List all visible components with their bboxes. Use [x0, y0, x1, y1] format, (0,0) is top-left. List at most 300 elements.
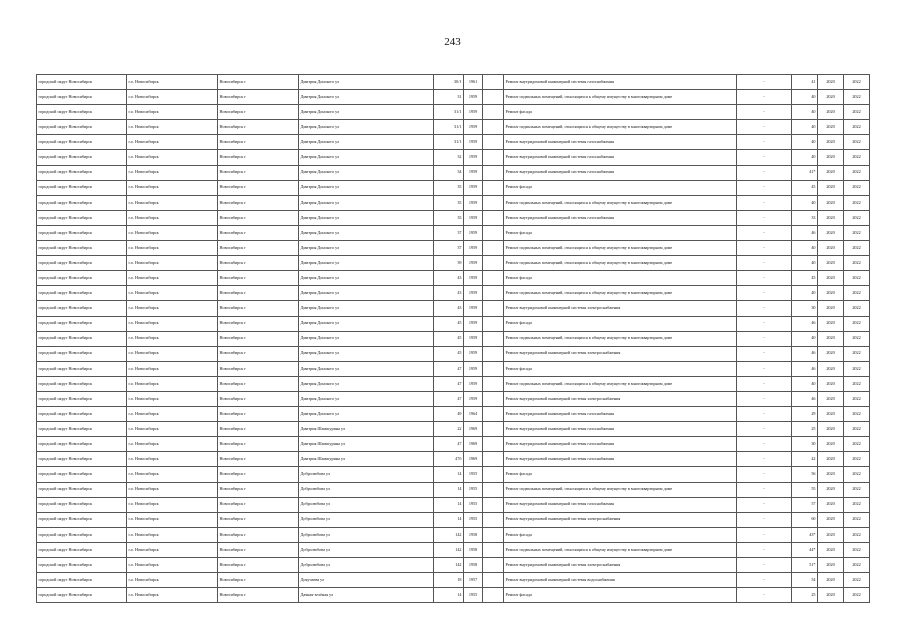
- cell-district: г.о. Новосибирск: [127, 256, 218, 271]
- cell-street: Добролюбова ул: [299, 482, 434, 497]
- cell-house: 45: [434, 316, 464, 331]
- cell-plan-start: 2020: [818, 437, 844, 452]
- cell-city: Новосибирск г: [218, 316, 299, 331]
- cell-street: Дмитрия Донского ул: [299, 75, 434, 90]
- cell-plan-start: 2020: [818, 286, 844, 301]
- cell-house: 32: [434, 150, 464, 165]
- cell-work-type: Ремонт внутридомовой инженерной системы газоснабжения: [504, 497, 737, 512]
- cell-cost: -: [737, 573, 792, 588]
- table-row: [37, 331, 870, 346]
- table-row: [37, 452, 870, 467]
- cell-cost-per-unit: 40: [792, 120, 818, 135]
- cell-cost-per-unit: 41*: [792, 165, 818, 180]
- cell-work-type: Ремонт фасада: [504, 361, 737, 376]
- cell-plan-end: 2022: [844, 391, 870, 406]
- cell-empty: [483, 422, 504, 437]
- cell-municipality: городской округ Новосибирск: [37, 316, 127, 331]
- cell-city: Новосибирск г: [218, 512, 299, 527]
- cell-cost: -: [737, 75, 792, 90]
- cell-street: Добролюбова ул: [299, 497, 434, 512]
- table-row: [37, 376, 870, 391]
- table-row: [37, 573, 870, 588]
- cell-year: 1959: [464, 316, 483, 331]
- cell-district: г.о. Новосибирск: [127, 271, 218, 286]
- cell-house: 47: [434, 361, 464, 376]
- table-row: [37, 391, 870, 406]
- cell-city: Новосибирск г: [218, 527, 299, 542]
- cell-plan-start: 2020: [818, 120, 844, 135]
- cell-plan-start: 2020: [818, 558, 844, 573]
- cell-work-type: Ремонт внутридомовой инженерной системы водоснабжения: [504, 573, 737, 588]
- cell-plan-end: 2022: [844, 180, 870, 195]
- cell-empty: [483, 497, 504, 512]
- table-row: [37, 482, 870, 497]
- cell-street: Дмитрия Донского ул: [299, 225, 434, 240]
- cell-year: 1958: [464, 542, 483, 557]
- cell-work-type: Ремонт фасада: [504, 180, 737, 195]
- cell-house: 47: [434, 437, 464, 452]
- cell-plan-end: 2022: [844, 135, 870, 150]
- cell-city: Новосибирск г: [218, 588, 299, 603]
- cell-house: 43: [434, 286, 464, 301]
- cell-municipality: городской округ Новосибирск: [37, 195, 127, 210]
- cell-municipality: городской округ Новосибирск: [37, 558, 127, 573]
- cell-plan-start: 2020: [818, 452, 844, 467]
- table-row: [37, 105, 870, 120]
- cell-street: Добролюбова ул: [299, 512, 434, 527]
- cell-house: 22: [434, 422, 464, 437]
- cell-municipality: городской округ Новосибирск: [37, 165, 127, 180]
- cell-plan-start: 2020: [818, 256, 844, 271]
- cell-year: 1959: [464, 135, 483, 150]
- table-row: [37, 407, 870, 422]
- cell-year: 1955: [464, 467, 483, 482]
- cell-street: Дмитрия Донского ул: [299, 150, 434, 165]
- cell-city: Новосибирск г: [218, 437, 299, 452]
- cell-plan-start: 2020: [818, 376, 844, 391]
- cell-plan-start: 2020: [818, 422, 844, 437]
- cell-city: Новосибирск г: [218, 497, 299, 512]
- table-row: [37, 346, 870, 361]
- cell-work-type: Ремонт фасада: [504, 467, 737, 482]
- cell-plan-end: 2022: [844, 286, 870, 301]
- table-row: [37, 271, 870, 286]
- cell-city: Новосибирск г: [218, 573, 299, 588]
- cell-year: 1959: [464, 331, 483, 346]
- cell-cost-per-unit: 30: [792, 301, 818, 316]
- cell-empty: [483, 527, 504, 542]
- table-row: [37, 135, 870, 150]
- cell-house: 14: [434, 512, 464, 527]
- cell-empty: [483, 256, 504, 271]
- cell-cost-per-unit: 25: [792, 588, 818, 603]
- table-row: [37, 467, 870, 482]
- cell-street: Дмитрия Донского ул: [299, 180, 434, 195]
- cell-year: 1959: [464, 346, 483, 361]
- cell-cost-per-unit: 40: [792, 376, 818, 391]
- cell-street: Добролюбова ул: [299, 558, 434, 573]
- cell-plan-start: 2020: [818, 391, 844, 406]
- cell-empty: [483, 75, 504, 90]
- cell-work-type: Ремонт внутридомовой инженерной системы газоснабжения: [504, 422, 737, 437]
- cell-city: Новосибирск г: [218, 195, 299, 210]
- cell-work-type: Ремонт внутридомовой инженерной системы электроснабжения: [504, 301, 737, 316]
- cell-work-type: Ремонт подвальных помещений, относящихся к общему имуществу в многоквартирном доме: [504, 256, 737, 271]
- cell-cost: -: [737, 376, 792, 391]
- cell-plan-start: 2020: [818, 407, 844, 422]
- cell-empty: [483, 542, 504, 557]
- cell-cost: -: [737, 497, 792, 512]
- cell-year: 1969: [464, 422, 483, 437]
- cell-city: Новосибирск г: [218, 150, 299, 165]
- cell-empty: [483, 180, 504, 195]
- cell-plan-end: 2022: [844, 376, 870, 391]
- cell-city: Новосибирск г: [218, 452, 299, 467]
- cell-cost: -: [737, 558, 792, 573]
- table-row: [37, 241, 870, 256]
- cell-work-type: Ремонт фасада: [504, 271, 737, 286]
- cell-plan-start: 2020: [818, 210, 844, 225]
- cell-district: г.о. Новосибирск: [127, 407, 218, 422]
- cell-cost: -: [737, 512, 792, 527]
- cell-cost: -: [737, 437, 792, 452]
- cell-cost-per-unit: 25: [792, 422, 818, 437]
- cell-street: Дмитрия Донского ул: [299, 165, 434, 180]
- cell-municipality: городской округ Новосибирск: [37, 105, 127, 120]
- cell-cost: -: [737, 467, 792, 482]
- cell-year: 1959: [464, 150, 483, 165]
- cell-work-type: Ремонт внутридомовой инженерной системы электроснабжения: [504, 558, 737, 573]
- cell-cost: -: [737, 165, 792, 180]
- cell-municipality: городской округ Новосибирск: [37, 331, 127, 346]
- cell-cost: -: [737, 331, 792, 346]
- cell-city: Новосибирск г: [218, 180, 299, 195]
- cell-district: г.о. Новосибирск: [127, 331, 218, 346]
- cell-house: 39: [434, 256, 464, 271]
- cell-municipality: городской округ Новосибирск: [37, 527, 127, 542]
- cell-cost-per-unit: 33: [792, 210, 818, 225]
- cell-municipality: городской округ Новосибирск: [37, 225, 127, 240]
- cell-year: 1959: [464, 105, 483, 120]
- cell-cost-per-unit: 44*: [792, 542, 818, 557]
- cell-year: 1955: [464, 497, 483, 512]
- cell-district: г.о. Новосибирск: [127, 286, 218, 301]
- cell-cost: -: [737, 346, 792, 361]
- cell-plan-start: 2020: [818, 301, 844, 316]
- cell-street: Дмитрия Донского ул: [299, 210, 434, 225]
- cell-city: Новосибирск г: [218, 346, 299, 361]
- cell-municipality: городской округ Новосибирск: [37, 241, 127, 256]
- cell-cost: -: [737, 90, 792, 105]
- cell-cost: -: [737, 210, 792, 225]
- cell-city: Новосибирск г: [218, 75, 299, 90]
- cell-work-type: Ремонт подвальных помещений, относящихся к общему имуществу в многоквартирном доме: [504, 120, 737, 135]
- cell-cost-per-unit: 40: [792, 241, 818, 256]
- cell-cost: -: [737, 150, 792, 165]
- cell-house: 14: [434, 467, 464, 482]
- cell-cost: -: [737, 391, 792, 406]
- cell-house: 43: [434, 301, 464, 316]
- cell-city: Новосибирск г: [218, 407, 299, 422]
- cell-district: г.о. Новосибирск: [127, 75, 218, 90]
- cell-work-type: Ремонт подвальных помещений, относящихся к общему имуществу в многоквартирном доме: [504, 542, 737, 557]
- cell-district: г.о. Новосибирск: [127, 316, 218, 331]
- cell-cost: -: [737, 316, 792, 331]
- cell-cost: -: [737, 286, 792, 301]
- cell-work-type: Ремонт фасада: [504, 527, 737, 542]
- cell-plan-end: 2022: [844, 437, 870, 452]
- cell-empty: [483, 452, 504, 467]
- cell-house: 31: [434, 90, 464, 105]
- cell-plan-end: 2022: [844, 558, 870, 573]
- cell-work-type: Ремонт подвальных помещений, относящихся к общему имуществу в многоквартирном доме: [504, 286, 737, 301]
- table-row: [37, 512, 870, 527]
- cell-street: Дмитрия Донского ул: [299, 271, 434, 286]
- cell-city: Новосибирск г: [218, 482, 299, 497]
- cell-street: Дмитрия Донского ул: [299, 256, 434, 271]
- cell-cost-per-unit: 40: [792, 135, 818, 150]
- cell-street: Дмитрия Донского ул: [299, 120, 434, 135]
- cell-plan-end: 2022: [844, 195, 870, 210]
- cell-plan-start: 2020: [818, 542, 844, 557]
- cell-work-type: Ремонт подвальных помещений, относящихся к общему имуществу в многоквартирном доме: [504, 331, 737, 346]
- cell-year: 1959: [464, 361, 483, 376]
- cell-municipality: городской округ Новосибирск: [37, 120, 127, 135]
- cell-cost-per-unit: 40: [792, 90, 818, 105]
- cell-municipality: городской округ Новосибирск: [37, 256, 127, 271]
- cell-house: 37: [434, 225, 464, 240]
- cell-municipality: городской округ Новосибирск: [37, 271, 127, 286]
- cell-plan-end: 2022: [844, 512, 870, 527]
- cell-plan-start: 2020: [818, 527, 844, 542]
- cell-work-type: Ремонт внутридомовой инженерной системы газоснабжения: [504, 437, 737, 452]
- cell-district: г.о. Новосибирск: [127, 120, 218, 135]
- cell-work-type: Ремонт фасада: [504, 105, 737, 120]
- cell-empty: [483, 316, 504, 331]
- cell-empty: [483, 241, 504, 256]
- cell-plan-end: 2022: [844, 346, 870, 361]
- cell-cost: -: [737, 422, 792, 437]
- cell-plan-end: 2022: [844, 225, 870, 240]
- cell-empty: [483, 331, 504, 346]
- cell-cost: -: [737, 482, 792, 497]
- cell-work-type: Ремонт внутридомовой инженерной системы газоснабжения: [504, 135, 737, 150]
- cell-city: Новосибирск г: [218, 542, 299, 557]
- cell-street: Добролюбова ул: [299, 527, 434, 542]
- table-row: [37, 361, 870, 376]
- cell-municipality: городской округ Новосибирск: [37, 482, 127, 497]
- cell-street: Дмитрия Донского ул: [299, 361, 434, 376]
- cell-city: Новосибирск г: [218, 376, 299, 391]
- cell-district: г.о. Новосибирск: [127, 467, 218, 482]
- cell-house: 34: [434, 165, 464, 180]
- cell-work-type: Ремонт фасада: [504, 316, 737, 331]
- cell-plan-end: 2022: [844, 75, 870, 90]
- cell-city: Новосибирск г: [218, 422, 299, 437]
- table-row: [37, 256, 870, 271]
- cell-street: Дмитрия Донского ул: [299, 376, 434, 391]
- cell-house: 45: [434, 331, 464, 346]
- cell-cost: -: [737, 256, 792, 271]
- cell-cost: -: [737, 120, 792, 135]
- cell-work-type: Ремонт внутридомовой инженерной системы газоснабжения: [504, 165, 737, 180]
- cell-district: г.о. Новосибирск: [127, 361, 218, 376]
- cell-plan-end: 2022: [844, 573, 870, 588]
- cell-house: 31/1: [434, 105, 464, 120]
- cell-municipality: городской округ Новосибирск: [37, 135, 127, 150]
- table-row: [37, 422, 870, 437]
- cell-district: г.о. Новосибирск: [127, 422, 218, 437]
- cell-city: Новосибирск г: [218, 271, 299, 286]
- cell-cost: -: [737, 527, 792, 542]
- cell-street: Дмитрия Донского ул: [299, 135, 434, 150]
- cell-cost: -: [737, 271, 792, 286]
- cell-plan-start: 2020: [818, 361, 844, 376]
- cell-municipality: городской округ Новосибирск: [37, 588, 127, 603]
- cell-work-type: Ремонт внутридомовой инженерной системы электроснабжения: [504, 512, 737, 527]
- cell-cost: -: [737, 195, 792, 210]
- cell-cost: -: [737, 241, 792, 256]
- cell-cost-per-unit: 42: [792, 452, 818, 467]
- cell-plan-start: 2020: [818, 180, 844, 195]
- cell-street: Дмитрия Донского ул: [299, 90, 434, 105]
- cell-year: 1959: [464, 225, 483, 240]
- cell-district: г.о. Новосибирск: [127, 210, 218, 225]
- cell-street: Дмитрия Донского ул: [299, 331, 434, 346]
- cell-house: 14: [434, 482, 464, 497]
- cell-work-type: Ремонт внутридомовой инженерной системы электроснабжения: [504, 391, 737, 406]
- cell-plan-end: 2022: [844, 301, 870, 316]
- cell-district: г.о. Новосибирск: [127, 195, 218, 210]
- cell-municipality: городской округ Новосибирск: [37, 376, 127, 391]
- cell-cost-per-unit: 46: [792, 346, 818, 361]
- cell-year: 1959: [464, 120, 483, 135]
- cell-street: Дмитрия Донского ул: [299, 241, 434, 256]
- cell-city: Новосибирск г: [218, 558, 299, 573]
- cell-city: Новосибирск г: [218, 105, 299, 120]
- cell-house: 43: [434, 271, 464, 286]
- cell-work-type: Ремонт подвальных помещений, относящихся к общему имуществу в многоквартирном доме: [504, 376, 737, 391]
- cell-year: 1959: [464, 376, 483, 391]
- cell-empty: [483, 210, 504, 225]
- cell-cost-per-unit: 29: [792, 407, 818, 422]
- table-row: [37, 75, 870, 90]
- cell-empty: [483, 573, 504, 588]
- cell-empty: [483, 361, 504, 376]
- cell-empty: [483, 195, 504, 210]
- cell-district: г.о. Новосибирск: [127, 180, 218, 195]
- cell-work-type: Ремонт подвальных помещений, относящихся к общему имуществу в многоквартирном доме: [504, 195, 737, 210]
- cell-street: Дмитрия Донского ул: [299, 195, 434, 210]
- cell-house: 47: [434, 376, 464, 391]
- cell-year: 1957: [464, 573, 483, 588]
- cell-district: г.о. Новосибирск: [127, 165, 218, 180]
- cell-year: 1955: [464, 482, 483, 497]
- cell-street: Дмитрия Донского ул: [299, 407, 434, 422]
- cell-house: 18: [434, 573, 464, 588]
- cell-city: Новосибирск г: [218, 256, 299, 271]
- cell-cost-per-unit: 46: [792, 391, 818, 406]
- cell-street: Дачная-зелёная ул: [299, 588, 434, 603]
- cell-plan-start: 2020: [818, 588, 844, 603]
- cell-year: 1958: [464, 527, 483, 542]
- cell-plan-end: 2022: [844, 256, 870, 271]
- cell-empty: [483, 271, 504, 286]
- cell-district: г.о. Новосибирск: [127, 512, 218, 527]
- cell-cost: -: [737, 407, 792, 422]
- cell-house: 14: [434, 497, 464, 512]
- cell-year: 1969: [464, 452, 483, 467]
- cell-city: Новосибирск г: [218, 165, 299, 180]
- cell-empty: [483, 346, 504, 361]
- cell-district: г.о. Новосибирск: [127, 150, 218, 165]
- cell-plan-end: 2022: [844, 165, 870, 180]
- cell-year: 1959: [464, 210, 483, 225]
- cell-city: Новосибирск г: [218, 301, 299, 316]
- cell-district: г.о. Новосибирск: [127, 376, 218, 391]
- cell-district: г.о. Новосибирск: [127, 90, 218, 105]
- cell-municipality: городской округ Новосибирск: [37, 542, 127, 557]
- cell-empty: [483, 301, 504, 316]
- cell-plan-end: 2022: [844, 527, 870, 542]
- cell-plan-end: 2022: [844, 150, 870, 165]
- cell-district: г.о. Новосибирск: [127, 346, 218, 361]
- cell-empty: [483, 437, 504, 452]
- cell-district: г.о. Новосибирск: [127, 391, 218, 406]
- cell-cost-per-unit: 40: [792, 331, 818, 346]
- cell-plan-end: 2022: [844, 467, 870, 482]
- cell-year: 1955: [464, 512, 483, 527]
- cell-district: г.о. Новосибирск: [127, 497, 218, 512]
- cell-empty: [483, 467, 504, 482]
- cell-plan-start: 2020: [818, 241, 844, 256]
- cell-empty: [483, 512, 504, 527]
- cell-district: г.о. Новосибирск: [127, 558, 218, 573]
- cell-cost-per-unit: 40: [792, 286, 818, 301]
- table-row: [37, 120, 870, 135]
- cell-work-type: Ремонт фасада: [504, 225, 737, 240]
- cell-cost-per-unit: 56: [792, 467, 818, 482]
- cell-plan-start: 2020: [818, 90, 844, 105]
- cell-year: 1959: [464, 256, 483, 271]
- cell-cost-per-unit: 46: [792, 225, 818, 240]
- cell-plan-start: 2020: [818, 467, 844, 482]
- cell-street: Дмитрия Шамшурина ул: [299, 437, 434, 452]
- cell-empty: [483, 225, 504, 240]
- cell-cost: -: [737, 301, 792, 316]
- cell-plan-start: 2020: [818, 271, 844, 286]
- cell-empty: [483, 407, 504, 422]
- cell-cost-per-unit: 60: [792, 512, 818, 527]
- cell-empty: [483, 482, 504, 497]
- cell-cost-per-unit: 45: [792, 180, 818, 195]
- cell-street: Дмитрия Донского ул: [299, 346, 434, 361]
- table-row: [37, 195, 870, 210]
- cell-empty: [483, 150, 504, 165]
- cell-year: 1969: [464, 437, 483, 452]
- cell-work-type: Ремонт подвальных помещений, относящихся к общему имуществу в многоквартирном доме: [504, 241, 737, 256]
- cell-year: 1959: [464, 241, 483, 256]
- cell-year: 1959: [464, 391, 483, 406]
- cell-empty: [483, 376, 504, 391]
- cell-cost: -: [737, 135, 792, 150]
- cell-plan-start: 2020: [818, 75, 844, 90]
- cell-house: 142: [434, 542, 464, 557]
- table-body: [37, 75, 870, 603]
- cell-work-type: Ремонт фасада: [504, 588, 737, 603]
- cell-city: Новосибирск г: [218, 241, 299, 256]
- cell-cost-per-unit: 40: [792, 195, 818, 210]
